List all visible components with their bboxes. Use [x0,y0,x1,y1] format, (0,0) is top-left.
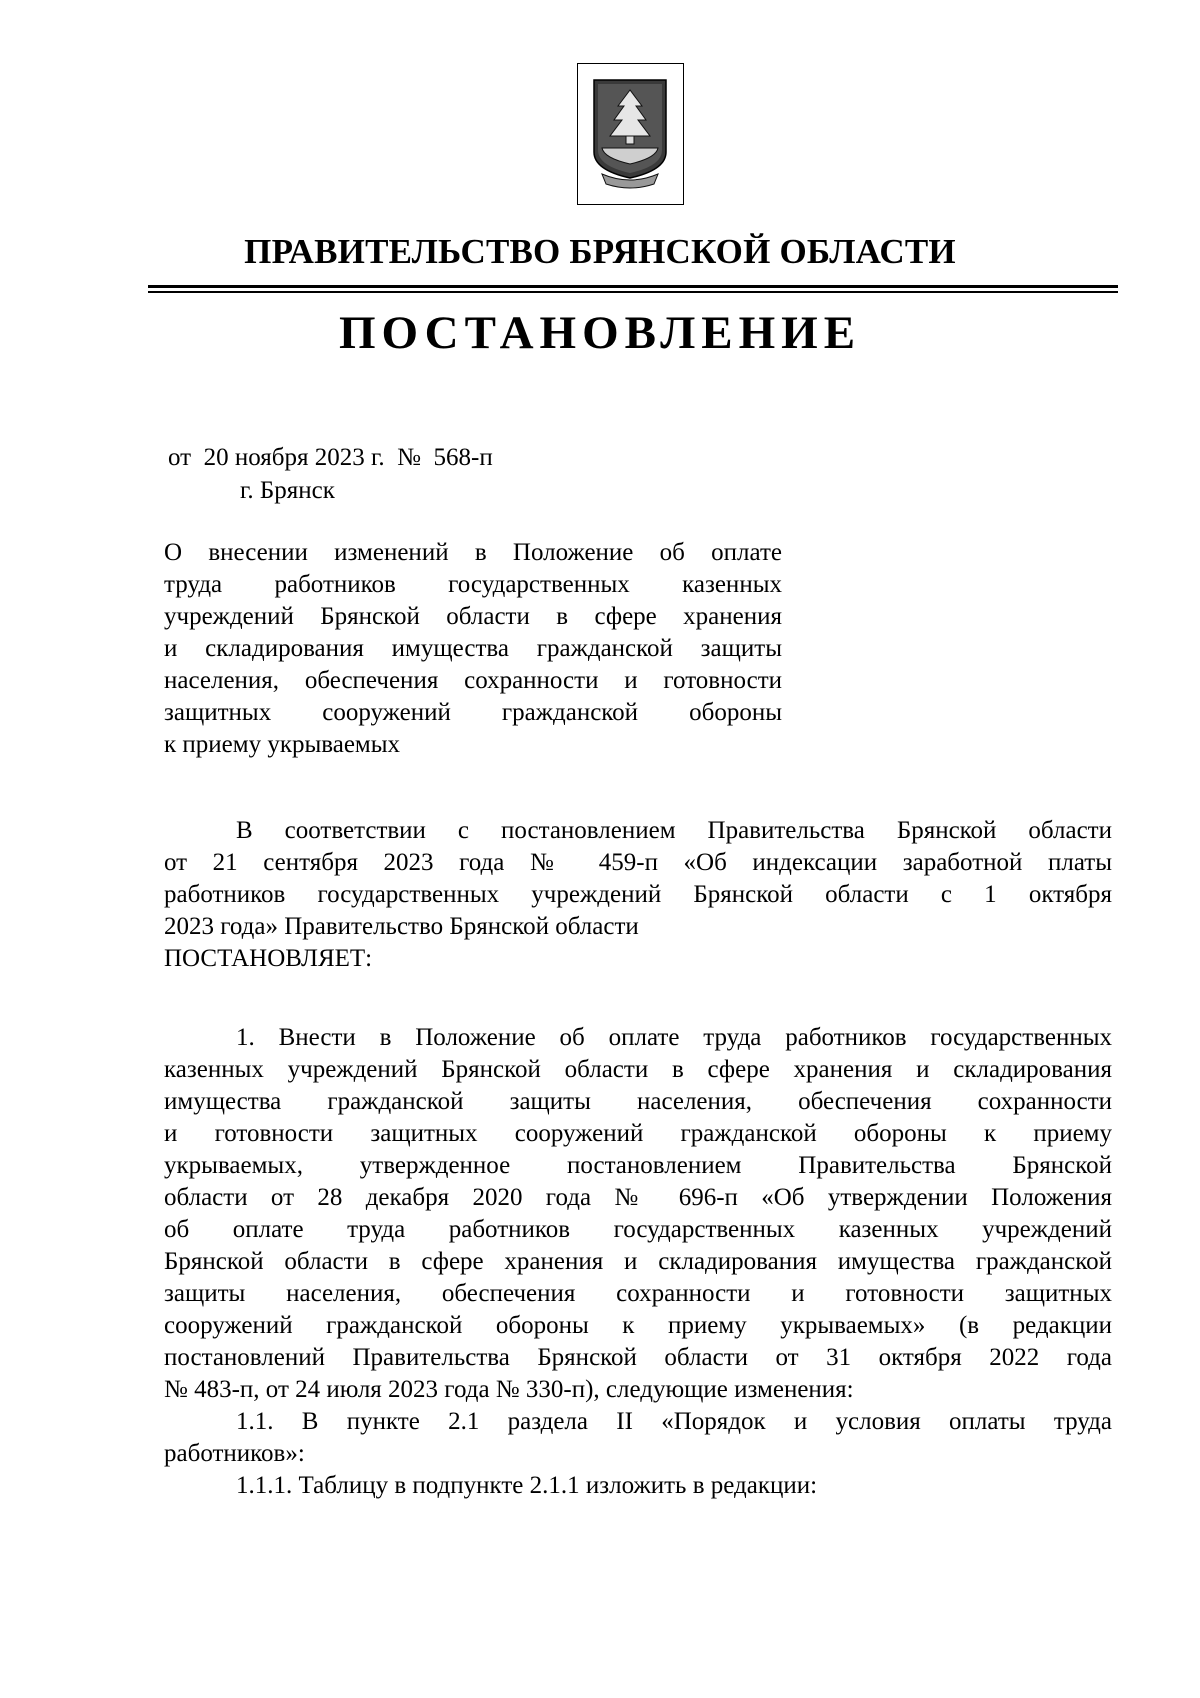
subject-line: защитных сооружений гражданской обороны [164,699,782,726]
emblem-frame [577,63,684,205]
subject-line: к приему укрываемых [164,731,401,758]
date-number-line: от 20 ноября 2023 г. № 568-п [168,444,493,471]
subject-line: населения, обеспечения сохранности и готовности [164,667,782,694]
city-line: г. Брянск [240,477,335,504]
paragraph-line: В соответствии с постановлением Правительства Брянской области [236,817,1112,844]
government-title: ПРАВИТЕЛЬСТВО БРЯНСКОЙ ОБЛАСТИ [244,232,956,271]
paragraph-line: укрываемых, утвержденное постановлением Правительства Брянской [164,1152,1112,1179]
header-rule-thin [148,291,1118,293]
document-subject [164,537,782,761]
paragraph-line: сооружений гражданской обороны к приему укрываемых» (в редакции [164,1312,1112,1339]
paragraph-line: Брянской области в сфере хранения и складирования имущества гражданской [164,1248,1112,1275]
subject-line: учреждений Брянской области в сфере хранения [164,603,782,630]
subject-line: труда работников государственных казенных [164,571,782,598]
paragraph-line: работников государственных учреждений Брянской области с 1 октября [164,881,1112,908]
subitem-1-1-line: работников»: [164,1440,305,1467]
paragraph-line: № 483-п, от 24 июля 2023 года № 330-п), следующие изменения: [164,1376,854,1403]
paragraph-line: казенных учреждений Брянской области в сфере хранения и складирования [164,1056,1112,1083]
paragraph-line: области от 28 декабря 2020 года № 696-п «Об утверждении Положения [164,1184,1112,1211]
paragraph-line: имущества гражданской защиты населения, обеспечения сохранности [164,1088,1112,1115]
subitem-1-1-line: 1.1. В пункте 2.1 раздела II «Порядок и условия оплаты труда [236,1408,1112,1435]
subject-line: и складирования имущества гражданской защиты [164,635,782,662]
header-rule-thick [148,285,1118,288]
paragraph-line: об оплате труда работников государственных казенных учреждений [164,1216,1112,1243]
paragraph-line: 1. Внести в Положение об оплате труда работников государственных [236,1024,1112,1051]
paragraph-line: защиты населения, обеспечения сохранности и готовности защитных [164,1280,1112,1307]
subitem-1-1-1-line: 1.1.1. Таблицу в подпункте 2.1.1 изложить в редакции: [236,1472,818,1499]
resolves-heading: ПОСТАНОВЛЯЕТ: [164,945,373,972]
paragraph-line: 2023 года» Правительство Брянской области [164,913,639,940]
subject-line: О внесении изменений в Положение об оплате [164,539,782,566]
preamble-paragraph [164,815,1112,975]
paragraph-line: постановлений Правительства Брянской области от 31 октября 2022 года [164,1344,1112,1371]
brynsk-coat-of-arms-icon [588,74,672,192]
paragraph-line: и готовности защитных сооружений гражданской обороны к приему [164,1120,1112,1147]
document-type-title: ПОСТАНОВЛЕНИЕ [338,307,862,359]
item-1-paragraph [164,1022,1112,1502]
paragraph-line: от 21 сентября 2023 года № 459-п «Об индексации заработной платы [164,849,1112,876]
